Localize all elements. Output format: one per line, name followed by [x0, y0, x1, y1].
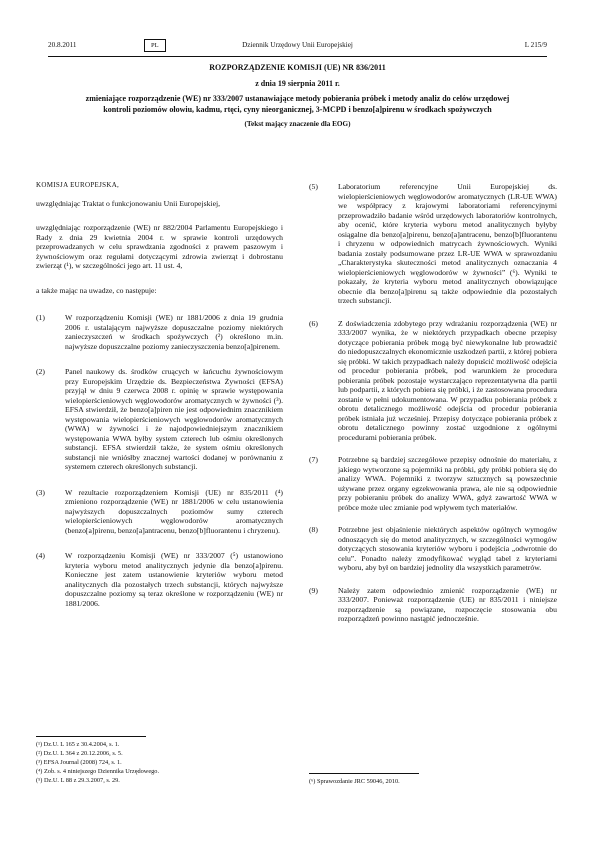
header-rule: [48, 56, 547, 57]
recital-6: [309, 319, 557, 443]
page-header: [48, 39, 547, 53]
recital-number: (1): [36, 313, 45, 322]
recital-number: (2): [36, 367, 45, 376]
recital-5: [309, 182, 557, 306]
recital-text: W rezultacie rozporządzeniem Komisji (UE) nr 835/2011 (⁴) zmieniono rozporządzenie (WE) nr 1881/2006 w celu ustanowienia najwyższych dopuszczalnych poziomów sumy czterech wielopierścieniowych węglowodorów aromatycznych (benzo[a]pirenu, benzo[a]antracenu, benzo[b]fluorantenu i chryzenu).: [65, 487, 283, 535]
recital-text: Należy zatem odpowiednio zmienić rozporządzenie (WE) nr 333/2007. Ponieważ rozporządzenie (UE) nr 835/2011 i niniejsze rozporządzenie są powiązane, rozpoczęcie stosowania obu rozporządzeń powinno nastąpić jednocześnie.: [338, 585, 557, 623]
recital-2: [36, 367, 283, 472]
recital-text: W rozporządzeniu Komisji (WE) nr 1881/2006 z dnia 19 grudnia 2006 r. ustalającym najwyższe dopuszczalne poziomy niektórych zanieczyszczeń w środkach spożywczych (²) określono m.in. najwyższe dopuszczalne poziomy zanieczyszczenia benzo[a]pirenem.: [65, 313, 283, 351]
recital-number: (7): [309, 455, 318, 464]
page-number: L 215/9: [524, 41, 547, 49]
recital-text: Laboratorium referencyjne Unii Europejskiej ds. wielopierścieniowych węglowodorów aromatycznych (LR-UE WWA) we współpracy z krajowymi laboratoriami referencyjnymi przeprowadziło badanie wśród urzędowych laboratoriów kontrolnych, aby ocenić, które kryteria wyboru metod analitycznych byłyby osiągalne dla benzo[a]pirenu, benzo[a]antracenu, benzo[b]fluorantenu i chryzenu w odpowiednich matrycach żywnościowych. Wyniki badania zostały podsumowane przez LR-UE WWA w sprawozdaniu „Charakterystyka skuteczności metod analitycznych oznaczania 4 wielopierścieniowych węglowodorów w żywności” (⁶). Wyniki te pokazały, że kryteria wyboru metod analitycznych obowiązujące obecnie dla benzo[a]pirenu są także odpowiednie dla pozostałych trzech substancji.: [338, 182, 557, 305]
regulation-title: ROZPORZĄDZENIE KOMISJI (UE) NR 836/2011: [209, 63, 386, 72]
regulation-date: z dnia 19 sierpnia 2011 r.: [255, 78, 340, 88]
footnote: (¹) Dz.U. L 165 z 30.4.2004, s. 1.: [36, 741, 120, 748]
footnotes-right: [309, 773, 557, 786]
language-badge: PL: [144, 39, 166, 52]
footnote: (⁶) Sprawozdanie JRC 59046, 2010.: [309, 778, 400, 785]
recital-number: (3): [36, 487, 45, 497]
recital-8: [309, 525, 557, 573]
footnote-rule: [309, 773, 419, 774]
regulation-title-block: [80, 63, 515, 130]
recital-1: [36, 313, 283, 351]
header-date: 20.8.2011: [48, 41, 77, 49]
journal-title: Dziennik Urzędowy Unii Europejskiej: [242, 41, 353, 49]
recital-text: Potrzebne jest objaśnienie niektórych aspektów ogólnych wymogów odnoszących się do metod analitycznych, w szczególności wymogów dotyczących stosowania kryteriów wyboru i podejścia „odwrotnie do celu”. Ponadto należy zmodyfikować wygląd tabel z kryteriami wyboru, aby był on bardziej jednolity dla wszystkich parametrów.: [338, 525, 557, 572]
recital-text: W rozporządzeniu Komisji (WE) nr 333/2007 (⁵) ustanowiono kryteria wyboru metod analitycznych jedynie dla benzo[a]pirenu. Konieczne jest zatem ustanowienie kryteriów wyboru metod analitycznych dla pozostałych trzech substancji, których najwyższe dopuszczalne poziomy są teraz określone w rozporządzeniu (WE) nr 1881/2006.: [65, 551, 283, 608]
footnote-rule: [36, 736, 146, 737]
whereas-intro: a także mając na uwadze, co następuje:: [36, 285, 157, 295]
commission-heading: KOMISJA EUROPEJSKA,: [36, 181, 120, 189]
footnote: (⁴) Zob. s. 4 niniejszego Dziennika Urzędowego.: [36, 768, 160, 775]
recital-9: [309, 586, 557, 624]
recital-7: [309, 455, 557, 512]
recital-number: (9): [309, 585, 318, 595]
footnote: (²) Dz.U. L 364 z 20.12.2006, s. 5.: [36, 750, 123, 757]
eea-relevance: (Tekst mający znaczenie dla EOG): [244, 120, 351, 129]
left-column: [36, 181, 283, 618]
footnote: (³) EFSA Journal (2008) 724, s. 1.: [36, 759, 122, 766]
recital-4: [36, 551, 283, 608]
recital-number: (4): [36, 551, 45, 560]
recital-text: Panel naukowy ds. środków cruących w łańcuchu żywnościowym przy Europejskim Urzędzie ds. Bezpieczeństwa Żywności (EFSA) przyjął w dniu 9 czerwca 2008 r. opinię w sprawie występowania wielopierścieniowych węglowodorów aromatycznych w żywności (³). EFSA stwierdził, że benzo[a]piren nie jest odpowiednim znacznikiem występowania wielopierścieniowych węglowodorów aromatycznych (WWA) w żywności i że najodpowiedniejszym znacznikiem występowania WWA byłby system czterech lub ośmiu określonych substancji. EFSA stwierdził także, że system ośmiu określonych substancji nie wniósłby znacznej wartości dodanej w porównaniu z systemem czterech określonych substancji.: [65, 367, 283, 471]
treaty-citation: uwzględniając Traktat o funkcjonowaniu Unii Europejskiej,: [36, 198, 221, 208]
recital-number: (8): [309, 525, 318, 534]
recital-text: Z doświadczenia zdobytego przy wdrażaniu rozporządzenia (WE) nr 333/2007 wynika, że w niektórych przypadkach obecne przepisy dotyczące pobierania próbek mogą być niewykonalne lub prowadzić do niedopuszczalnych ekonomicznie uszkodzeń partii, z której pobiera się próbki. W takich przypadkach należy dopuścić możliwość odejścia od procedur pobierania próbek, pod warunkiem że procedura pobierania próbek pozostaje wystarczająco reprezentatywna dla partii lub podpartii, z których pobiera się próbki, i że zastosowana procedura zostanie w pełni udokumentowana. W przypadku pobierania próbek z obrotu detalicznego możliwość odejścia od procedur pobierania próbek istniała już wcześniej. Przepisy dotyczące pobierania próbek z obrotu detalicznego powinny zostać uzgodnione z ogólnymi procedurami pobierania próbek.: [338, 318, 557, 442]
recital-text: Potrzebne są bardziej szczegółowe przepisy odnośnie do materiału, z jakiego wytworzone są pojemniki na próbki, gdy próbki pobiera się do analizy WWA. Pojemniki z tworzyw sztucznych są powszechnie używane przez organy egzekwowania prawa, ale nie są odpowiednie przy pobieraniu próbek do analizy WWA, gdyż zawartość WWA w próbce może ulec zmianie pod wpływem tych materiałów.: [338, 455, 557, 512]
footnote: (⁵) Dz.U. L 88 z 29.3.2007, s. 29.: [36, 777, 120, 784]
right-column: [309, 182, 557, 634]
footnotes-left: [36, 736, 283, 785]
regulation-882-citation: uwzględniając rozporządzenie (WE) nr 882/2004 Parlamentu Europejskiego i Rady z dnia 29 kwietnia 2004 r. w sprawie kontroli urzędowych przeprowadzanych w celu sprawdzania zgodności z prawem paszowym i żywnościowym oraz regułami dotyczącymi zdrowia zwierząt i dobrostanu zwierząt (¹), w szczególności jego art. 11 ust. 4,: [36, 223, 283, 270]
recital-number: (5): [309, 182, 318, 191]
recital-3: [36, 488, 283, 536]
regulation-subject: zmieniające rozporządzenie (WE) nr 333/2007 ustanawiające metody pobierania próbek i metody analiz do celów urzędowej kontroli poziomów ołowiu, kadmu, rtęci, cyny nieorganicznej, 3-MCPD i benzo[a]pirenu w środkach spożywczych: [85, 94, 510, 114]
recital-number: (6): [309, 318, 318, 328]
